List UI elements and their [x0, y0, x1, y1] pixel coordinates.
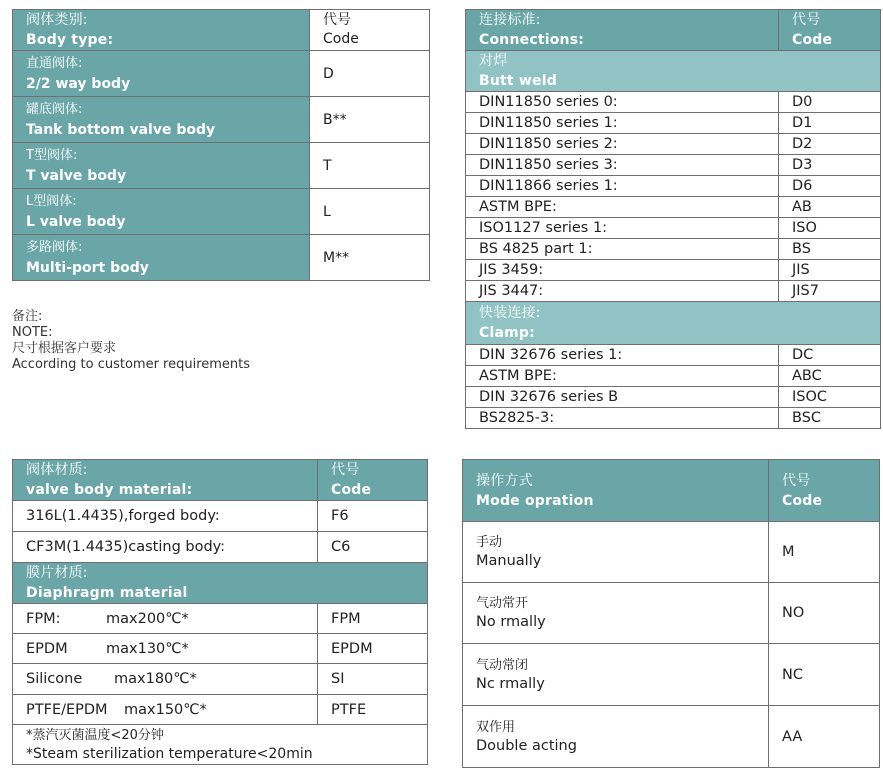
clamp-en: Clamp:: [479, 325, 535, 341]
table-row: [463, 644, 880, 706]
connection-code: D1: [779, 113, 881, 134]
table-row: [466, 113, 881, 134]
operation-cn: 气动常闭: [476, 657, 529, 673]
clamp-cn: 快装连接:: [479, 305, 541, 321]
operation-code: NC: [769, 644, 880, 706]
body-type-header-en: Body type:: [26, 32, 114, 48]
body-type-cn: 罐底阀体:: [26, 101, 83, 117]
clamp-section: [466, 302, 881, 345]
table-row: [13, 604, 428, 634]
table-row: [466, 218, 881, 239]
table-row: [466, 281, 881, 302]
connection-name: DIN11850 series 2:: [466, 134, 779, 155]
table-row: [13, 634, 428, 664]
body-type-code: D: [310, 51, 430, 97]
butt-weld-en: Butt weld: [479, 73, 557, 89]
table-row: [13, 97, 430, 143]
table-row: [466, 197, 881, 218]
code-header-cn: 代号: [323, 12, 351, 28]
body-type-cn: T型阀体:: [26, 147, 78, 163]
diaphragm-name: Silicone: [26, 671, 83, 687]
body-type-cn: 多路阀体:: [26, 239, 83, 255]
table-row: [463, 706, 880, 768]
body-type-cn: 直通阀体:: [26, 55, 83, 71]
connection-name: ASTM BPE:: [466, 197, 779, 218]
note-cn-label: 备注:: [12, 309, 43, 324]
material-header-cn: 阀体材质:: [26, 462, 88, 478]
connection-name: JIS 3459:: [466, 260, 779, 281]
operation-en: Manually: [476, 553, 542, 569]
operation-header: [463, 460, 769, 522]
material-code-header: [318, 460, 428, 501]
operation-cn: 气动常开: [476, 596, 529, 611]
table-row: [13, 235, 430, 281]
diaphragm-temp: max200℃*: [106, 610, 189, 627]
operation-cn: 双作用: [476, 719, 516, 735]
table-row: [13, 532, 428, 563]
material-table: [12, 459, 428, 765]
connection-code: D6: [779, 176, 881, 197]
connection-name: DIN11850 series 3:: [466, 155, 779, 176]
body-type-code: L: [310, 189, 430, 235]
connection-name: DIN11850 series 1:: [466, 113, 779, 134]
connection-code: ISOC: [779, 387, 881, 408]
connection-name: ISO1127 series 1:: [466, 218, 779, 239]
material-header: [13, 460, 318, 501]
connection-code: D3: [779, 155, 881, 176]
material-name: CF3M(1.4435)casting body:: [13, 532, 318, 563]
operation-code-header: [769, 460, 880, 522]
body-type-code: M**: [310, 235, 430, 281]
operation-en: Nc rmally: [476, 675, 545, 692]
diaphragm-code: EPDM: [318, 634, 428, 664]
operation-header-en: Mode opration: [476, 492, 594, 509]
table-row: [466, 176, 881, 197]
body-type-code-header: [310, 10, 430, 51]
connections-header-cn: 连接标准:: [479, 12, 541, 28]
body-type-en: Tank bottom valve body: [26, 121, 216, 138]
connection-name: BS 4825 part 1:: [466, 239, 779, 260]
diaphragm-cn: 膜片材质:: [26, 565, 88, 581]
material-name: 316L(1.4435),forged body:: [13, 501, 318, 532]
note-cn-text: 尺寸根据客户要求: [12, 341, 117, 356]
body-type-en: 2/2 way body: [26, 75, 131, 92]
table-row: [13, 189, 430, 235]
table-row: [463, 583, 880, 644]
operation-en: No rmally: [476, 614, 546, 630]
connection-code: JIS7: [779, 281, 881, 302]
diaphragm-temp: max130℃*: [106, 640, 189, 657]
code-header-en: Code: [331, 482, 372, 498]
body-type-header-cn: 阀体类别:: [26, 12, 88, 28]
body-type-en: L valve body: [26, 213, 126, 230]
butt-weld-section: [466, 51, 881, 92]
body-type-en: T valve body: [26, 167, 127, 184]
material-header-en: valve body material:: [26, 482, 193, 498]
operation-code: AA: [769, 706, 880, 768]
code-header-cn: 代号: [782, 472, 811, 489]
table-row: [466, 239, 881, 260]
operation-en: Double acting: [476, 737, 577, 754]
diaphragm-name: EPDM: [26, 640, 68, 657]
table-row: [466, 366, 881, 387]
body-type-cn: L型阀体:: [26, 193, 77, 209]
operation-header-cn: 操作方式: [476, 472, 533, 489]
diaphragm-code: SI: [318, 664, 428, 695]
connections-header-en: Connections:: [479, 32, 585, 48]
table-row: [466, 408, 881, 429]
butt-weld-cn: 对焊: [479, 53, 508, 69]
connection-name: DIN11850 series 0:: [466, 92, 779, 113]
note-en-text: According to customer requirements: [12, 357, 251, 372]
table-row: [466, 260, 881, 281]
code-header-cn: 代号: [792, 12, 821, 28]
diaphragm-name: PTFE/EPDM: [26, 701, 108, 718]
connection-code: JIS: [779, 260, 881, 281]
material-code: F6: [318, 501, 428, 532]
connection-code: DC: [779, 345, 881, 366]
diaphragm-section: [13, 563, 428, 604]
table-row: [466, 345, 881, 366]
connections-table: [465, 9, 881, 429]
table-row: [13, 51, 430, 97]
connection-code: BSC: [779, 408, 881, 429]
connection-code: AB: [779, 197, 881, 218]
connection-code: D0: [779, 92, 881, 113]
connection-code: D2: [779, 134, 881, 155]
connections-code-header: [779, 10, 881, 51]
table-row: [13, 664, 428, 695]
code-header-en: Code: [782, 492, 823, 509]
connection-name: BS2825-3:: [466, 408, 779, 429]
table-row: [466, 155, 881, 176]
connection-code: ISO: [779, 218, 881, 239]
body-type-code: T: [310, 143, 430, 189]
body-type-code: B**: [310, 97, 430, 143]
operation-table: [462, 459, 880, 768]
connection-code: ABC: [779, 366, 881, 387]
connection-name: DIN 32676 series 1:: [466, 345, 779, 366]
code-header-cn: 代号: [331, 462, 360, 478]
table-row: [466, 134, 881, 155]
material-code: C6: [318, 532, 428, 563]
sterilization-footnote: [13, 725, 428, 765]
connections-header: [466, 10, 779, 51]
diaphragm-name: FPM:: [26, 610, 61, 627]
connection-name: ASTM BPE:: [466, 366, 779, 387]
connection-code: BS: [779, 239, 881, 260]
code-header-en: Code: [792, 32, 833, 48]
table-row: [13, 501, 428, 532]
table-row: [466, 92, 881, 113]
operation-code: M: [769, 522, 880, 583]
table-row: [13, 695, 428, 725]
table-row: [13, 143, 430, 189]
diaphragm-code: PTFE: [318, 695, 428, 725]
connection-name: DIN 32676 series B: [466, 387, 779, 408]
body-type-header: [13, 10, 310, 51]
diaphragm-en: Diaphragm material: [26, 585, 188, 601]
table-row: [466, 387, 881, 408]
connection-name: JIS 3447:: [466, 281, 779, 302]
note-block: [12, 309, 250, 373]
table-row: [463, 522, 880, 583]
body-type-en: Multi-port body: [26, 259, 149, 276]
footnote-cn: *蒸汽灭菌温度<20分钟: [26, 727, 164, 743]
diaphragm-temp: max150℃*: [124, 701, 207, 718]
body-type-table: [12, 9, 430, 281]
operation-cn: 手动: [476, 535, 503, 550]
operation-code: NO: [769, 583, 880, 644]
footnote-en: *Steam sterilization temperature<20min: [26, 745, 313, 762]
note-en-label: NOTE:: [12, 325, 53, 340]
connection-name: DIN11866 series 1:: [466, 176, 779, 197]
code-header-en: Code: [323, 31, 359, 47]
diaphragm-code: FPM: [318, 604, 428, 634]
diaphragm-temp: max180℃*: [114, 671, 197, 687]
